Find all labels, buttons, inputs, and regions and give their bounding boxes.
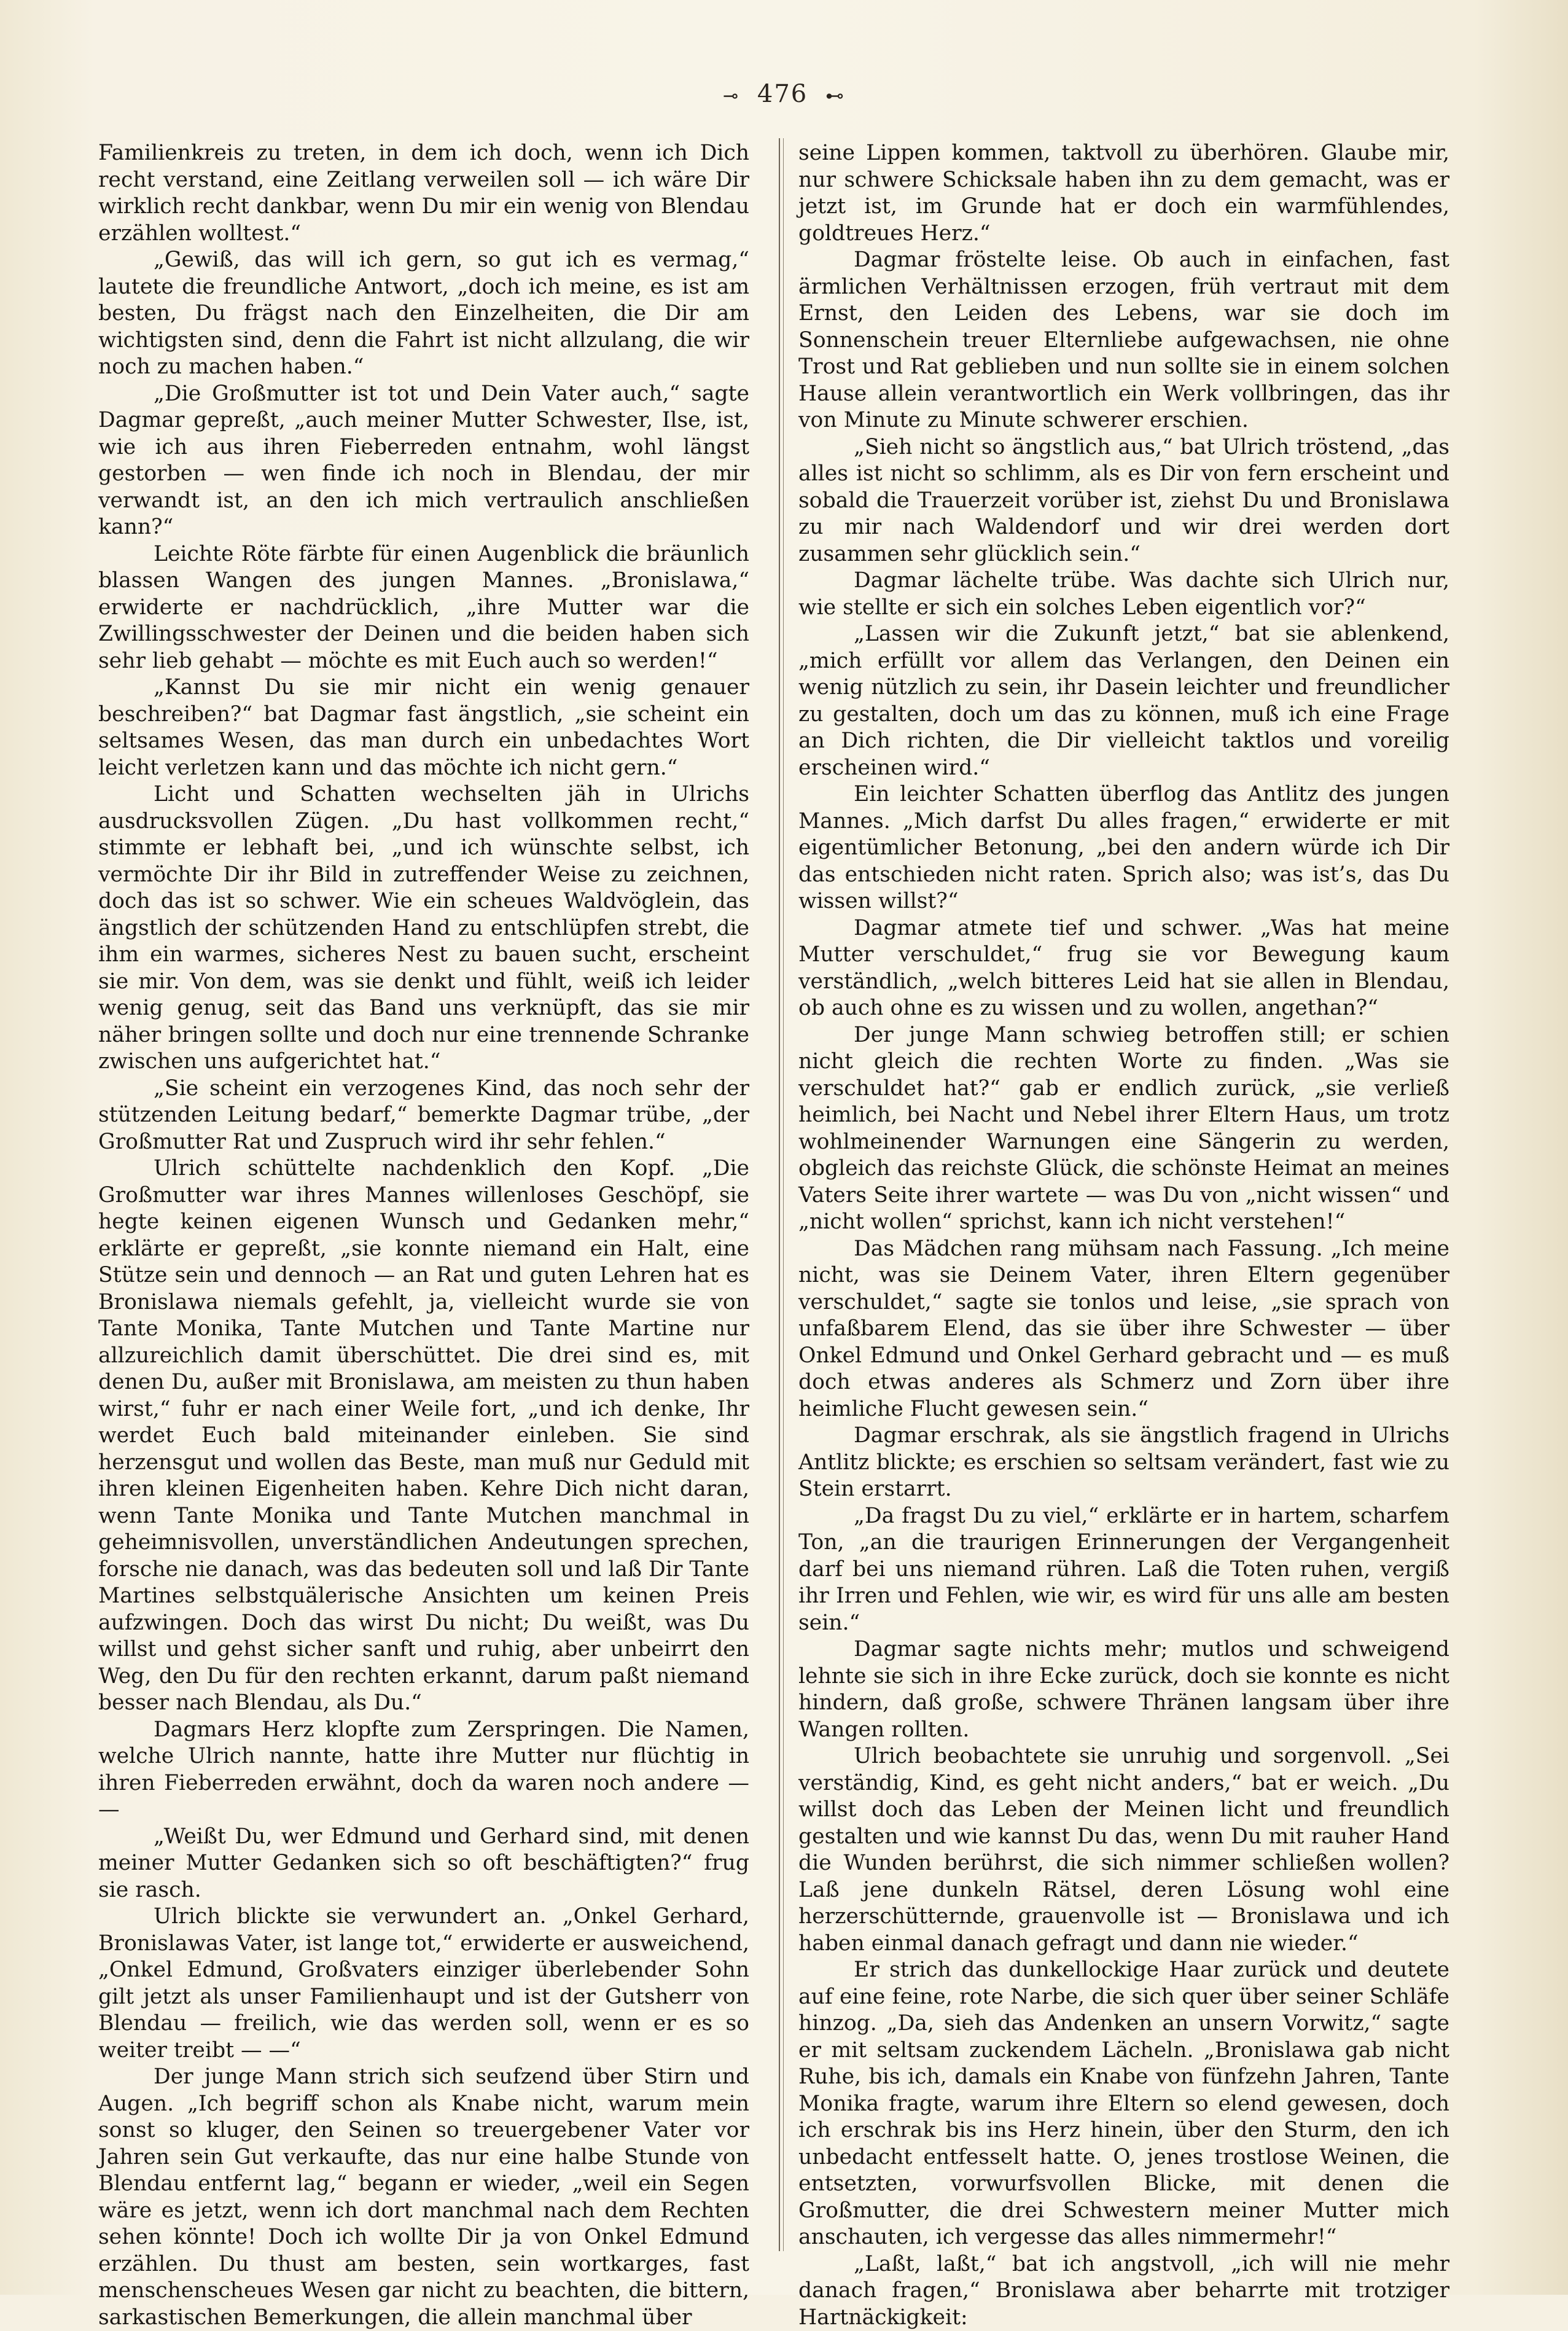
column-divider [783, 138, 784, 2251]
paragraph: Dagmar lächelte trübe. Was dachte sich Ulrich nur, wie stellte er sich ein solches Leben eigentlich vor?“ [798, 568, 1449, 621]
paragraph: Dagmar erschrak, als sie ängstlich fragend in Ulrichs Antlitz blickte; es erschien so seltsam verändert, fast wie zu Stein erstarrt. [798, 1423, 1449, 1503]
ornament-right: ⊷ [825, 85, 845, 107]
ornament-left: ⊸ [723, 85, 739, 107]
paragraph: Ulrich schüttelte nachdenklich den Kopf. „Die Großmutter war ihres Mannes willenloses Geschöpf, sie hegte keinen eigenen Wunsch und Gedanken mehr,“ erklärte er gepreßt, „sie konnte niemand ein Halt, eine Stütze sein und dennoch — an Rat und guten Lehren hat es Bronislawa niemals gefehlt, ja, vielleicht wurde sie von Tante Monika, Tante Mutchen und Tante Martine nur allzureichlich damit überschüttet. Die drei sind es, mit denen Du, außer mit Bronislawa, am meisten zu thun haben wirst,“ fuhr er nach einer Weile fort, „und ich denke, Ihr werdet Euch bald miteinander einleben. Sie sind herzensgut und wollen das Beste, man muß nur Geduld mit ihren kleinen Eigenheiten haben. Kehre Dich nicht daran, wenn Tante Monika und Tante Mutchen manchmal in geheimnisvollen, unverständlichen Andeutungen sprechen, forsche nie danach, was das bedeuten soll und laß Dir Tante Martines selbstquälerische Ansichten um keinen Preis aufzwingen. Doch das wirst Du nicht; Du weißt, was Du willst und gehst sicher sanft und ruhig, aber unbeirrt den Weg, den Du für den rechten erkannt, darum paßt niemand besser nach Blendau, als Du.“ [98, 1155, 749, 1717]
right-column [798, 140, 1449, 2253]
paragraph: Dagmar sagte nichts mehr; mutlos und schweigend lehnte sie sich in ihre Ecke zurück, doch sie konnte es nicht hindern, daß große, schwere Thränen langsam über ihre Wangen rollten. [798, 1636, 1449, 1743]
page-header [0, 80, 1568, 108]
paragraph: „Kannst Du sie mir nicht ein wenig genauer beschreiben?“ bat Dagmar fast ängstlich, „sie scheint ein seltsames Wesen, das man durch ein unbedachtes Wort leicht verletzen kann und das möchte ich nicht gern.“ [98, 674, 749, 781]
paragraph: Dagmar atmete tief und schwer. „Was hat meine Mutter verschuldet,“ frug sie vor Bewegung kaum verständlich, „welch bitteres Leid hat sie allen in Blendau, ob auch ohne es zu wissen und zu wollen, angethan?“ [798, 915, 1449, 1022]
paragraph: Der junge Mann strich sich seufzend über Stirn und Augen. „Ich begriff schon als Knabe nicht, warum mein sonst so kluger, den Seinen so treuergebener Vater vor Jahren sein Gut verkaufte, das nur eine halbe Stunde von Blendau entfernt lag,“ begann er wieder, „weil ein Segen wäre es jetzt, wenn ich dort manchmal nach dem Rechten sehen könnte! Doch ich wollte Dir ja von Onkel Edmund erzählen. Du thust am besten, sein wortkarges, fast menschenscheues Wesen gar nicht zu beachten, die bittern, sarkastischen Bemerkungen, die allein manchmal über [98, 2064, 749, 2331]
paragraph: „Sie scheint ein verzogenes Kind, das noch sehr der stützenden Leitung bedarf,“ bemerkte Dagmar trübe, „der Großmutter Rat und Zuspruch wird ihr sehr fehlen.“ [98, 1076, 749, 1156]
paragraph: „Lassen wir die Zukunft jetzt,“ bat sie ablenkend, „mich erfüllt vor allem das Verlangen, den Deinen ein wenig nützlich zu sein, ihr Dasein leichter und freundlicher zu gestalten, doch um das zu können, muß ich eine Frage an Dich richten, die Dir vielleicht taktlos und voreilig erscheinen wird.“ [798, 621, 1449, 781]
paragraph: Ulrich beobachtete sie unruhig und sorgenvoll. „Sei verständig, Kind, es geht nicht anders,“ bat er weich. „Du willst doch das Leben der Meinen licht und freundlich gestalten und wie kannst Du das, wenn Du mit rauher Hand die Wunden berührst, die sich nimmer schließen wollen? Laß jene dunkeln Rätsel, deren Lösung wohl eine herzerschütternde, grauenvolle ist — Bronislawa und ich haben einmal danach gefragt und dann nie wieder.“ [798, 1743, 1449, 1957]
paragraph: „Gewiß, das will ich gern, so gut ich es vermag,“ lautete die freundliche Antwort, „doch ich meine, es ist am besten, Du frägst nach den Einzelheiten, die Dir am wichtigsten sind, denn die Fahrt ist nicht allzulang, die wir noch zu machen haben.“ [98, 247, 749, 381]
paragraph: Ulrich blickte sie verwundert an. „Onkel Gerhard, Bronislawas Vater, ist lange tot,“ erwiderte er ausweichend, „Onkel Edmund, Großvaters einziger überlebender Sohn gilt jetzt als unser Familienhaupt und ist der Gutsherr von Blendau — freilich, wie das werden soll, wenn er es so weiter treibt — —“ [98, 1903, 749, 2064]
paragraph: „Laßt, laßt,“ bat ich angstvoll, „ich will nie mehr danach fragen,“ Bronislawa aber beharrte mit trotziger Hartnäckigkeit: [798, 2251, 1449, 2331]
paragraph: „Die Großmutter ist tot und Dein Vater auch,“ sagte Dagmar gepreßt, „auch meiner Mutter Schwester, Ilse, ist, wie ich aus ihren Fieberreden entnahm, wohl längst gestorben — wen finde ich noch in Blendau, der mir verwandt ist, an den ich mich vertraulich anschließen kann?“ [98, 381, 749, 541]
paragraph: „Da fragst Du zu viel,“ erklärte er in hartem, scharfem Ton, „an die traurigen Erinnerungen der Vergangenheit darf bei uns niemand rühren. Laß die Toten ruhen, vergiß ihr Irren und Fehlen, wie wir, es wird für uns alle am besten sein.“ [798, 1503, 1449, 1637]
paragraph: seine Lippen kommen, taktvoll zu überhören. Glaube mir, nur schwere Schicksale haben ihn zu dem gemacht, was er jetzt ist, im Grunde hat er doch ein warmfühlendes, goldtreues Herz.“ [798, 140, 1449, 247]
column-divider [779, 138, 780, 2251]
paragraph: Der junge Mann schwieg betroffen still; er schien nicht gleich die rechten Worte zu finden. „Was sie verschuldet hat?“ gab er endlich zurück, „sie verließ heimlich, bei Nacht und Nebel ihrer Eltern Haus, um trotz wohlmeinender Warnungen eine Sängerin zu werden, obgleich das reichste Glück, die schönste Heimat an meines Vaters Seite ihrer wartete — was Du von „nicht wissen“ und „nicht wollen“ sprichst, kann ich nicht verstehen!“ [798, 1022, 1449, 1236]
paragraph: Leichte Röte färbte für einen Augenblick die bräunlich blassen Wangen des jungen Mannes. „Bronislawa,“ erwiderte er nachdrücklich, „ihre Mutter war die Zwillingsschwester der Deinen und die beiden haben sich sehr lieb gehabt — möchte es mit Euch auch so werden!“ [98, 541, 749, 675]
paragraph: Dagmar fröstelte leise. Ob auch in einfachen, fast ärmlichen Verhältnissen erzogen, früh vertraut mit dem Ernst, den Leiden des Lebens, war sie doch im Sonnenschein treuer Elternliebe aufgewachsen, nie ohne Trost und Rat geblieben und nun sollte sie in einem solchen Hause allein verantwortlich ein Werk vollbringen, das ihr von Minute zu Minute schwerer erschien. [798, 247, 1449, 434]
left-column [98, 140, 749, 2253]
paragraph: „Weißt Du, wer Edmund und Gerhard sind, mit denen meiner Mutter Gedanken sich so oft beschäftigten?“ frug sie rasch. [98, 1824, 749, 1904]
paragraph: Er strich das dunkellockige Haar zurück und deutete auf eine feine, rote Narbe, die sich quer über seiner Schläfe hinzog. „Da, sieh das Andenken an unsern Vorwitz,“ sagte er mit seltsam zuckendem Lächeln. „Bronislawa gab nicht Ruhe, bis ich, damals ein Knabe von fünfzehn Jahren, Tante Monika fragte, warum ihre Eltern so elend gewesen, doch ich erschrak bis ins Herz hinein, über den Sturm, den ich unbedacht entfesselt hatte. O, jenes trostlose Weinen, die entsetzten, vorwurfsvollen Blicke, mit denen die Großmutter, die drei Schwestern meiner Mutter mich anschauten, ich vergesse das alles nimmermehr!“ [798, 1957, 1449, 2251]
paragraph: Licht und Schatten wechselten jäh in Ulrichs ausdrucksvollen Zügen. „Du hast vollkommen recht,“ stimmte er lebhaft bei, „und ich wünschte selbst, ich vermöchte Dir ihr Bild in zutreffender Weise zu zeichnen, doch das ist so schwer. Wie ein scheues Waldvöglein, das ängstlich der schützenden Hand zu entschlüpfen strebt, die ihm ein warmes, sicheres Nest zu bauen sucht, erscheint sie mir. Von dem, was sie denkt und fühlt, weiß ich leider wenig genug, seit das Band uns verknüpft, das sie mir näher bringen sollte und doch nur eine trennende Schranke zwischen uns aufgerichtet hat.“ [98, 781, 749, 1076]
paragraph: Familienkreis zu treten, in dem ich doch, wenn ich Dich recht verstand, eine Zeitlang verweilen soll — ich wäre Dir wirklich recht dankbar, wenn Du mir ein wenig von Blendau erzählen wolltest.“ [98, 140, 749, 247]
page-number: 476 [757, 80, 808, 108]
paragraph: „Sieh nicht so ängstlich aus,“ bat Ulrich tröstend, „das alles ist nicht so schlimm, als es Dir von fern erscheint und sobald die Trauerzeit vorüber ist, ziehst Du und Bronislawa zu mir nach Waldendorf und wir drei werden dort zusammen sehr glücklich sein.“ [798, 434, 1449, 568]
paragraph: Dagmars Herz klopfte zum Zerspringen. Die Namen, welche Ulrich nannte, hatte ihre Mutter nur flüchtig in ihren Fieberreden erwähnt, doch da waren noch andere — — [98, 1717, 749, 1824]
paragraph: Ein leichter Schatten überflog das Antlitz des jungen Mannes. „Mich darfst Du alles fragen,“ erwiderte er mit eigentümlicher Betonung, „bei den andern würde ich Dir das entschieden nicht raten. Sprich also; was ist’s, das Du wissen willst?“ [798, 781, 1449, 915]
paragraph: Das Mädchen rang mühsam nach Fassung. „Ich meine nicht, was sie Deinem Vater, ihren Eltern gegenüber verschuldet,“ sagte sie tonlos und leise, „sie sprach von unfaßbarem Elend, das sie über ihre Schwester — über Onkel Edmund und Onkel Gerhard gebracht und — es muß doch etwas anderes als Schmerz und Zorn über ihre heimliche Flucht gewesen sein.“ [798, 1236, 1449, 1423]
